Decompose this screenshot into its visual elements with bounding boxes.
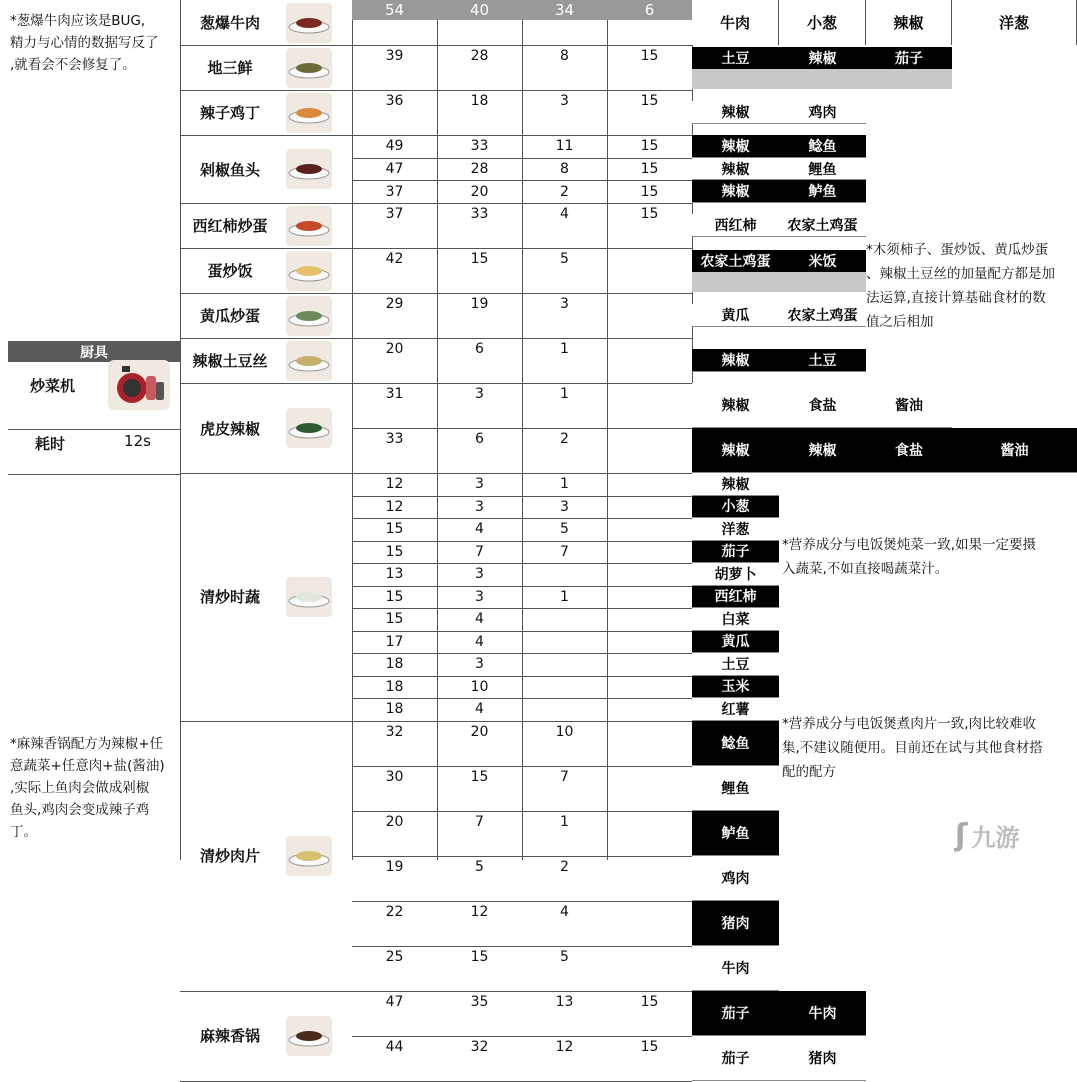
value-cell: 13 [555, 993, 574, 1010]
value-cell [607, 518, 692, 541]
value-cell: 28 [470, 48, 489, 65]
dish-name: 清炒肉片 [199, 847, 260, 866]
ingredient-cell: 西红柿 [692, 214, 779, 237]
ingredient-cell: 农家土鸡蛋 [779, 214, 866, 237]
value-cell: 18 [385, 656, 404, 673]
value-cell: 30 [385, 768, 404, 785]
dish-plate-icon [286, 206, 332, 246]
value-cell: 18 [470, 93, 489, 110]
value-cell: 15 [640, 138, 659, 155]
time-label: 耗时 [34, 434, 65, 453]
ingredient-cell: 鲈鱼 [779, 180, 866, 203]
dish-plate-icon [286, 296, 332, 336]
note-line: 、辣椒土豆丝的加量配方都是加 [866, 266, 1055, 282]
value-cell [522, 608, 607, 631]
ingredient-cell: 茄子 [692, 1036, 779, 1081]
value-cell: 4 [475, 611, 484, 628]
note-line: 配的配方 [782, 764, 836, 780]
ingredient-cell: 食盐 [866, 428, 952, 473]
time-value: 12s [124, 432, 151, 450]
ingredient-cell: 酱油 [952, 428, 1077, 473]
value-cell: 5 [475, 858, 484, 875]
note-line: 入蔬菜,不如直接喝蔬菜汁。 [782, 561, 949, 577]
value-cell: 20 [385, 813, 404, 830]
value-cell: 10 [555, 723, 574, 740]
value-cell: 11 [555, 138, 574, 155]
value-cell: 5 [560, 948, 569, 965]
value-cell: 15 [640, 993, 659, 1010]
note-bottom-line: 丁。 [10, 824, 37, 840]
ingredient-cell: 鲶鱼 [779, 135, 866, 158]
value-cell: 15 [385, 611, 404, 628]
watermark-text: 九游 [971, 823, 1020, 852]
value-cell [607, 338, 692, 361]
ingredient-cell: 米饭 [779, 250, 866, 273]
value-cell: 2 [560, 431, 569, 448]
dish-plate-icon [286, 93, 332, 133]
value-cell: 47 [385, 160, 404, 177]
value-cell [607, 676, 692, 699]
dish-plate-icon [286, 408, 332, 448]
ingredient-cell: 牛肉 [779, 991, 866, 1036]
value-cell: 3 [560, 93, 569, 110]
value-cell [607, 248, 692, 271]
value-cell: 29 [385, 296, 404, 313]
note-bottom-line: 鱼头,鸡肉会变成辣子鸡 [10, 802, 150, 818]
value-cell: 37 [385, 183, 404, 200]
dish-name: 地三鲜 [207, 59, 253, 77]
value-cell: 20 [470, 723, 489, 740]
note-right-2 [782, 533, 1076, 581]
value-cell: 33 [470, 138, 489, 155]
value-cell [607, 541, 692, 564]
value-cell: 20 [385, 341, 404, 358]
value-cell [607, 293, 692, 316]
ingredient-cell: 西红柿 [692, 586, 779, 609]
note-line: *营养成分与电饭煲炖菜一致,如果一定要摄 [782, 537, 1037, 553]
note-line: 值之后相加 [866, 314, 934, 330]
value-cell: 7 [560, 543, 569, 560]
value-cell [607, 721, 692, 744]
value-cell: 2 [560, 858, 569, 875]
value-cell: 32 [470, 1038, 489, 1055]
note-line: *营养成分与电饭煲煮肉片一致,肉比较难收 [782, 716, 1037, 732]
note-right-3 [782, 712, 1076, 784]
dish-plate-icon [286, 3, 332, 43]
value-cell [607, 946, 692, 969]
value-cell [522, 563, 607, 586]
header-ingredient-cell: 辣椒 [866, 0, 952, 45]
grey-filler [692, 272, 866, 292]
ingredient-cell: 辣椒 [779, 47, 866, 70]
note-bottom-line: ,实际上鱼肉会做成剁椒 [10, 780, 150, 796]
ingredient-cell: 茄子 [692, 541, 779, 564]
tool-name: 炒菜机 [29, 376, 75, 395]
value-cell: 49 [385, 138, 404, 155]
watermark-logo-icon: ʃ [955, 817, 968, 853]
dish-name: 剁椒鱼头 [199, 160, 260, 179]
value-cell: 19 [385, 858, 404, 875]
header-ingredient-cell: 牛肉 [692, 0, 779, 45]
value-cell: 12 [555, 1038, 574, 1055]
value-cell: 7 [475, 813, 484, 830]
value-cell: 12 [385, 498, 404, 515]
header-ingredient-cell: 小葱 [779, 0, 866, 45]
dish-plate-icon [286, 836, 332, 876]
value-cell: 17 [385, 633, 404, 650]
dish-name: 麻辣香锅 [199, 1027, 260, 1046]
value-cell: 7 [475, 543, 484, 560]
value-cell [607, 901, 692, 924]
value-cell [607, 496, 692, 519]
value-cell: 15 [470, 948, 489, 965]
value-cell: 15 [385, 588, 404, 605]
value-cell: 6 [475, 431, 484, 448]
ingredient-cell: 鸡肉 [692, 856, 779, 901]
value-cell [607, 856, 692, 879]
value-cell: 4 [475, 521, 484, 538]
value-cell [522, 653, 607, 676]
value-cell: 3 [475, 566, 484, 583]
dish-plate-icon [286, 577, 332, 617]
value-cell: 39 [385, 48, 404, 65]
value-cell [607, 631, 692, 654]
ingredient-cell: 胡萝卜 [692, 563, 779, 586]
value-cell [607, 563, 692, 586]
value-cell: 35 [470, 993, 489, 1010]
note-right-1 [866, 238, 1076, 334]
dish-name: 辣子鸡丁 [199, 104, 260, 122]
ingredient-cell: 猪肉 [692, 901, 779, 946]
ingredient-cell: 洋葱 [692, 518, 779, 541]
note-line: 集,不建议随便用。目前还在试与其他食材搭 [782, 740, 1043, 756]
value-cell: 18 [385, 678, 404, 695]
note-top-line: 精力与心情的数据写反了 [10, 35, 159, 51]
ingredient-cell: 农家土鸡蛋 [692, 250, 779, 273]
note-line: 法运算,直接计算基础食材的数 [866, 290, 1046, 306]
value-cell: 8 [560, 160, 569, 177]
value-cell: 1 [560, 386, 569, 403]
dish-plate-icon [286, 251, 332, 291]
ingredient-cell: 食盐 [779, 383, 866, 428]
value-cell: 4 [560, 903, 569, 920]
value-cell: 37 [385, 206, 404, 223]
dish-plate-icon [286, 48, 332, 88]
ingredient-cell: 酱油 [866, 383, 952, 428]
value-cell: 2 [560, 183, 569, 200]
value-cell: 4 [560, 206, 569, 223]
dish-name: 清炒时蔬 [199, 588, 260, 607]
value-cell: 42 [385, 251, 404, 268]
ingredient-cell: 玉米 [692, 676, 779, 699]
ingredient-cell: 土豆 [692, 47, 779, 70]
value-cell: 15 [640, 206, 659, 223]
value-cell: 15 [640, 160, 659, 177]
ingredient-cell: 土豆 [692, 653, 779, 676]
value-cell [522, 698, 607, 721]
value-cell [522, 676, 607, 699]
value-cell: 44 [385, 1038, 404, 1055]
dish-name: 葱爆牛肉 [199, 14, 260, 32]
value-cell: 8 [560, 48, 569, 65]
ingredient-cell: 辣椒 [692, 158, 779, 181]
dish-name: 黄瓜炒蛋 [199, 307, 260, 326]
ingredient-cell: 白菜 [692, 608, 779, 631]
value-cell: 12 [470, 903, 489, 920]
value-cell: 15 [385, 543, 404, 560]
dish-name: 西红柿炒蛋 [192, 217, 268, 236]
header-value-cell: 40 [437, 0, 522, 20]
value-cell [607, 428, 692, 451]
value-cell: 33 [385, 431, 404, 448]
value-cell [607, 811, 692, 834]
value-cell: 15 [470, 768, 489, 785]
value-cell: 5 [560, 521, 569, 538]
value-cell [607, 383, 692, 406]
value-cell: 4 [475, 633, 484, 650]
value-cell: 15 [640, 48, 659, 65]
value-cell [607, 586, 692, 609]
ingredient-cell: 辣椒 [692, 473, 779, 496]
value-cell: 3 [560, 296, 569, 313]
header-value-cell: 34 [522, 0, 607, 20]
ingredient-cell: 小葱 [692, 496, 779, 519]
value-cell: 12 [385, 476, 404, 493]
value-cell [607, 766, 692, 789]
note-bottom-line: 意蔬菜+任意肉+盐(酱油) [10, 758, 165, 774]
ingredient-cell: 黄瓜 [692, 631, 779, 654]
header-value-cell: 54 [352, 0, 437, 20]
tool-header: 厨具 [8, 341, 180, 362]
value-cell: 15 [385, 521, 404, 538]
note-bottom-line: *麻辣香锅配方为辣椒+任 [10, 736, 164, 752]
value-cell: 1 [560, 588, 569, 605]
ingredient-cell: 辣椒 [692, 180, 779, 203]
value-cell: 18 [385, 701, 404, 718]
value-cell [607, 653, 692, 676]
value-cell: 15 [640, 183, 659, 200]
ingredient-cell: 红薯 [692, 698, 779, 721]
dish-plate-icon [286, 149, 332, 189]
ingredient-cell: 茄子 [692, 991, 779, 1036]
value-cell: 20 [470, 183, 489, 200]
value-cell: 13 [385, 566, 404, 583]
value-cell [607, 473, 692, 496]
value-cell: 10 [470, 678, 489, 695]
value-cell: 25 [385, 948, 404, 965]
value-cell: 3 [475, 498, 484, 515]
value-cell: 33 [470, 206, 489, 223]
ingredient-cell: 鲤鱼 [779, 158, 866, 181]
value-cell: 3 [560, 498, 569, 515]
value-cell: 1 [560, 476, 569, 493]
value-cell: 6 [475, 341, 484, 358]
value-cell: 32 [385, 723, 404, 740]
dish-name: 辣椒土豆丝 [192, 352, 268, 371]
value-cell: 7 [560, 768, 569, 785]
dish-name: 虎皮辣椒 [199, 419, 260, 438]
note-line: *木须柿子、蛋炒饭、黄瓜炒蛋 [866, 242, 1049, 258]
note-top-line: *葱爆牛肉应该是BUG, [10, 13, 146, 29]
value-cell: 36 [385, 93, 404, 110]
value-cell: 5 [560, 251, 569, 268]
value-cell: 4 [475, 701, 484, 718]
value-cell: 28 [470, 160, 489, 177]
ingredient-cell: 辣椒 [692, 428, 779, 473]
value-cell: 3 [475, 656, 484, 673]
ingredient-cell: 鸡肉 [779, 101, 866, 124]
dish-name: 蛋炒饭 [207, 262, 253, 281]
value-cell: 15 [640, 1038, 659, 1055]
ingredient-cell: 鲈鱼 [692, 811, 779, 856]
value-cell: 1 [560, 813, 569, 830]
ingredient-cell: 辣椒 [692, 383, 779, 428]
dish-plate-icon [286, 1016, 332, 1056]
value-cell: 19 [470, 296, 489, 313]
ingredient-cell: 土豆 [779, 349, 866, 372]
ingredient-cell: 黄瓜 [692, 304, 779, 327]
header-value-cell: 6 [607, 0, 692, 20]
ingredient-cell: 辣椒 [692, 135, 779, 158]
value-cell: 31 [385, 386, 404, 403]
value-cell [607, 608, 692, 631]
ingredient-cell: 鲶鱼 [692, 721, 779, 766]
ingredient-cell: 辣椒 [692, 349, 779, 372]
value-cell: 3 [475, 476, 484, 493]
value-cell: 3 [475, 588, 484, 605]
ingredient-cell: 农家土鸡蛋 [779, 304, 866, 327]
value-cell: 1 [560, 341, 569, 358]
ingredient-cell: 鲤鱼 [692, 766, 779, 811]
dish-plate-icon [286, 341, 332, 381]
value-cell: 3 [475, 386, 484, 403]
value-cell: 15 [640, 93, 659, 110]
ingredient-cell: 牛肉 [692, 946, 779, 991]
ingredient-cell: 辣椒 [779, 428, 866, 473]
value-cell: 22 [385, 903, 404, 920]
value-cell [607, 698, 692, 721]
value-cell: 15 [470, 251, 489, 268]
value-cell: 47 [385, 993, 404, 1010]
ingredient-cell: 辣椒 [692, 101, 779, 124]
note-top-line: ,就看会不会修复了。 [10, 57, 136, 73]
watermark [955, 812, 1075, 858]
header-ingredient-cell: 洋葱 [952, 0, 1077, 45]
value-cell [522, 631, 607, 654]
ingredient-cell: 猪肉 [779, 1036, 866, 1081]
ingredient-cell: 茄子 [866, 47, 952, 70]
grey-filler [692, 69, 952, 89]
